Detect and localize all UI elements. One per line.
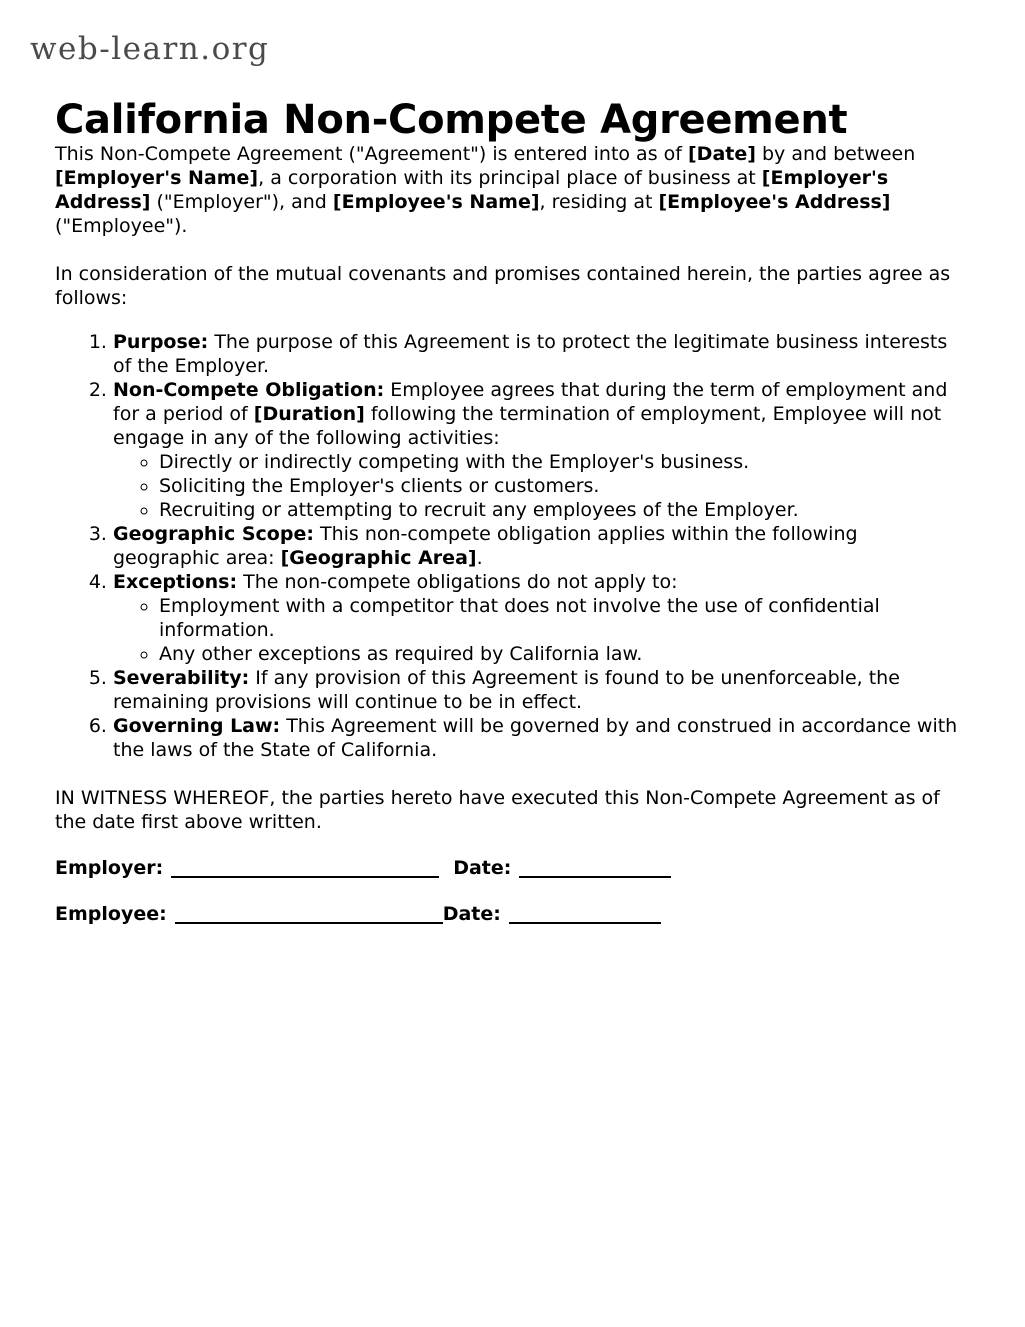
employee-date-label: Date: <box>442 903 501 925</box>
employee-label: Employee: <box>55 903 167 925</box>
clause-heading: Geographic Scope: <box>113 523 314 545</box>
clause-item-geographic-scope <box>113 522 970 570</box>
employer-name-placeholder: [Employer's Name] <box>55 167 259 189</box>
clause-heading: Non-Compete Obligation: <box>113 379 385 401</box>
clause-sublist <box>113 450 970 522</box>
clause-text-before: Employee agrees that during the term of employment and for a period of <box>113 379 948 425</box>
site-watermark: web-learn.org <box>30 31 270 67</box>
page-title: California Non-Compete Agreement <box>55 96 848 143</box>
spacer <box>55 880 970 902</box>
witness-paragraph: IN WITNESS WHEREOF, the parties hereto have executed this Non-Compete Agreement as of the date first above written. <box>55 787 940 833</box>
employee-date-field[interactable] <box>509 922 661 924</box>
list-item: ◦ Soliciting the Employer's clients or customers. <box>159 474 970 498</box>
employer-signature-row <box>55 856 970 880</box>
spacer <box>55 762 970 786</box>
clause-sublist <box>113 594 970 666</box>
employee-name-placeholder: [Employee's Name] <box>332 191 540 213</box>
clause-text-after: following the termination of employment, Employee will not engage in any of the following activities: <box>113 403 942 449</box>
document-body <box>55 142 970 926</box>
clause-heading: Governing Law: <box>113 715 281 737</box>
employer-signature-field[interactable] <box>171 876 439 878</box>
clause-text: If any provision of this Agreement is found to be unenforceable, the remaining provisions will continue to be in effect. <box>113 667 900 713</box>
duration-placeholder: [Duration] <box>253 403 365 425</box>
clause-text: The non-compete obligations do not apply to: <box>237 571 678 593</box>
clause-item-purpose <box>113 330 970 378</box>
employee-signature-field[interactable] <box>175 922 443 924</box>
intro-paragraph <box>55 142 970 238</box>
clause-text: The purpose of this Agreement is to protect the legitimate business interests of the Employer. <box>113 331 948 377</box>
employee-signature-row <box>55 902 970 926</box>
date-placeholder: [Date] <box>688 143 756 165</box>
employer-address-placeholder: [Employer's Address] <box>55 167 889 213</box>
spacer <box>55 310 970 330</box>
clause-text: This Agreement will be governed by and construed in accordance with the laws of the State of California. <box>113 715 958 761</box>
intro-segment-2: by and between <box>755 143 916 165</box>
intro-segment-3: , a corporation with its principal place of business at <box>258 167 762 189</box>
intro-segment-4: ("Employer"), and <box>150 191 333 213</box>
clause-text-before: This non-compete obligation applies within the following geographic area: <box>113 523 858 569</box>
list-item: ◦ Any other exceptions as required by California law. <box>159 642 970 666</box>
clause-item-governing-law <box>113 714 970 762</box>
list-item: ◦ Employment with a competitor that does not involve the use of confidential information. <box>159 594 970 642</box>
clause-list <box>55 330 970 762</box>
geographic-area-placeholder: [Geographic Area] <box>280 547 477 569</box>
clause-item-non-compete-obligation <box>113 378 970 522</box>
clause-heading: Severability: <box>113 667 250 689</box>
consideration-paragraph: In consideration of the mutual covenants and promises contained herein, the parties agree as follows: <box>55 263 951 309</box>
clause-text-after: . <box>476 547 483 569</box>
intro-segment-1: This Non-Compete Agreement ("Agreement") is entered into as of <box>55 143 688 165</box>
employee-address-placeholder: [Employee's Address] <box>658 191 891 213</box>
clause-heading: Purpose: <box>113 331 209 353</box>
employer-date-label: Date: <box>453 857 512 879</box>
clause-heading: Exceptions: <box>113 571 238 593</box>
spacer <box>55 834 970 856</box>
intro-segment-6: ("Employee"). <box>55 215 188 237</box>
spacer <box>55 238 970 262</box>
clause-item-exceptions <box>113 570 970 666</box>
intro-segment-5: , residing at <box>539 191 659 213</box>
employer-date-field[interactable] <box>519 876 671 878</box>
list-item: ◦ Directly or indirectly competing with the Employer's business. <box>159 450 970 474</box>
list-item: ◦ Recruiting or attempting to recruit any employees of the Employer. <box>159 498 970 522</box>
employer-label: Employer: <box>55 857 164 879</box>
clause-item-severability <box>113 666 970 714</box>
